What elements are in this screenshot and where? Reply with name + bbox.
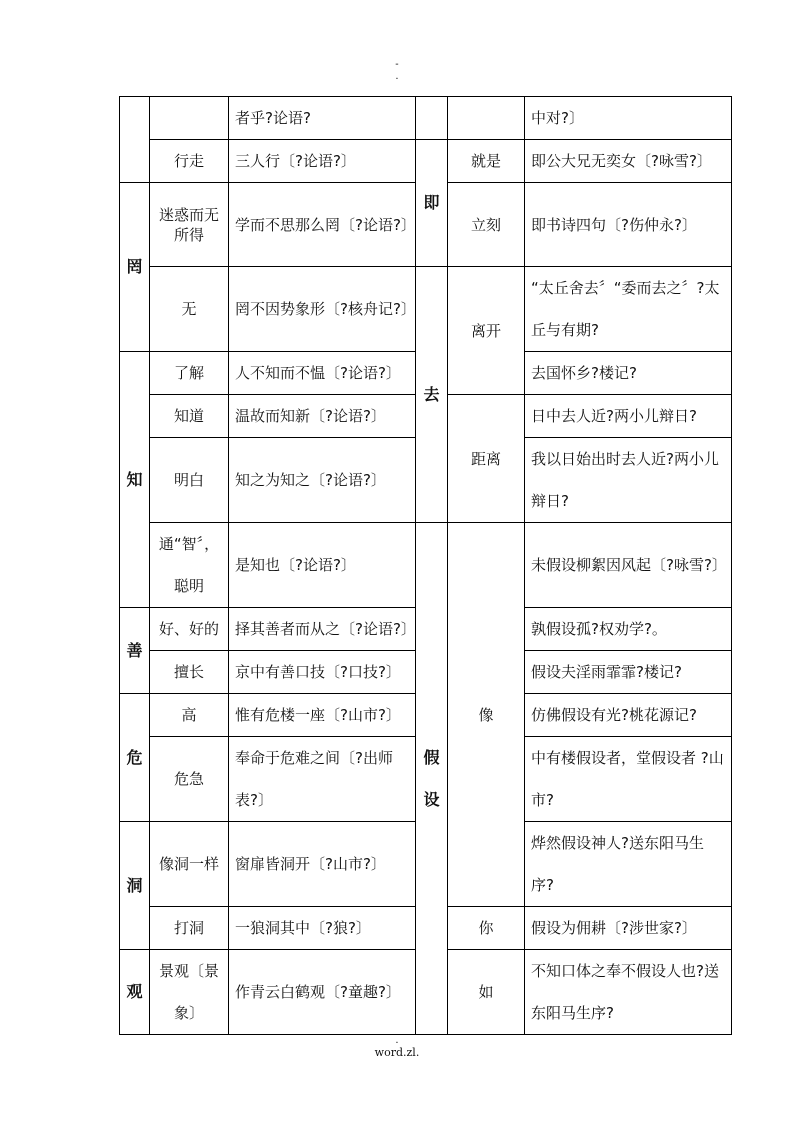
meaning-cell: 了解: [150, 352, 229, 395]
example-cell: 学而不思那么罔〔?论语?〕: [229, 183, 416, 267]
example-cell: 一狼洞其中〔?狼?〕: [229, 907, 416, 950]
char-cell-guan: 观: [120, 950, 150, 1035]
example-cell: 是知也〔?论语?〕: [229, 523, 416, 608]
example-cell: 中对?〕: [525, 97, 732, 140]
meaning-cell: 高: [150, 694, 229, 737]
page-marker-top: -: [395, 59, 399, 70]
example-cell: 即书诗四句〔?伤仲永?〕: [525, 183, 732, 267]
meaning-cell: [448, 97, 525, 140]
example-cell: 日中去人近?两小儿辩日?: [525, 395, 732, 438]
char-cell-zhi: 知: [120, 352, 150, 608]
example-cell: 人不知而不愠〔?论语?〕: [229, 352, 416, 395]
meaning-cell: 无: [150, 267, 229, 352]
meaning-cell: 通“智〞，聪明: [150, 523, 229, 608]
example-cell: 知之为知之〔?论语?〕: [229, 438, 416, 523]
meaning-cell: 景观〔景象〕: [150, 950, 229, 1035]
meaning-cell: 迷惑而无所得: [150, 183, 229, 267]
example-cell: 我以日始出时去人近?两小儿辩日?: [525, 438, 732, 523]
char-cell-ji: 即: [416, 140, 448, 267]
char-cell-qu: 去: [416, 267, 448, 523]
char-cell-continued: [416, 97, 448, 140]
meaning-cell: 明白: [150, 438, 229, 523]
example-cell: 假设为佣耕〔?涉世家?〕: [525, 907, 732, 950]
meaning-cell: 就是: [448, 140, 525, 183]
char-cell-continued: [120, 97, 150, 183]
char-cell-shan: 善: [120, 608, 150, 694]
example-cell: 不知口体之奉不假设人也?送东阳马生序?: [525, 950, 732, 1035]
example-cell: 去国怀乡?楼记?: [525, 352, 732, 395]
meaning-cell: 立刻: [448, 183, 525, 267]
example-cell: 未假设柳絮因风起〔?咏雪?〕: [525, 523, 732, 608]
example-cell: 三人行〔?论语?〕: [229, 140, 416, 183]
example-cell: 者乎?论语?: [229, 97, 416, 140]
page-marker-top-dot: .: [395, 71, 399, 82]
example-cell: 孰假设孤?权劝学?。: [525, 608, 732, 651]
meaning-cell: 离开: [448, 267, 525, 395]
meaning-cell: 如: [448, 950, 525, 1035]
example-cell: 奉命于危难之间〔?出师表?〕: [229, 737, 416, 822]
example-cell: 假设夫淫雨霏霏?楼记?: [525, 651, 732, 694]
example-cell: 惟有危楼一座〔?山市?〕: [229, 694, 416, 737]
example-cell: “太丘舍去〞“委而去之〞?太丘与有期?: [525, 267, 732, 352]
meaning-cell: 危急: [150, 737, 229, 822]
meaning-cell: 你: [448, 907, 525, 950]
example-cell: 择其善者而从之〔?论语?〕: [229, 608, 416, 651]
example-cell: 窗扉皆洞开〔?山市?〕: [229, 822, 416, 907]
example-cell: 温故而知新〔?论语?〕: [229, 395, 416, 438]
char-cell-wei: 危: [120, 694, 150, 822]
meaning-cell: 打洞: [150, 907, 229, 950]
example-cell: 中有楼假设者，堂假设者 ?山市?: [525, 737, 732, 822]
page-footer: word.zl.: [374, 1046, 420, 1059]
example-cell: 烨然假设神人?送东阳马生序?: [525, 822, 732, 907]
example-cell: 罔不因势象形〔?核舟记?〕: [229, 267, 416, 352]
meaning-cell: 知道: [150, 395, 229, 438]
vocabulary-table: [119, 96, 732, 1035]
char-cell-dong: 洞: [120, 822, 150, 950]
meaning-cell: 好、好的: [150, 608, 229, 651]
meaning-cell: 像: [448, 523, 525, 907]
char-cell-jiashe: 假设: [416, 523, 448, 1035]
meaning-cell: 距离: [448, 395, 525, 523]
example-cell: 作青云白鹤观〔?童趣?〕: [229, 950, 416, 1035]
meaning-cell: 像洞一样: [150, 822, 229, 907]
char-cell-wang: 罔: [120, 183, 150, 352]
meaning-cell: 行走: [150, 140, 229, 183]
example-cell: 京中有善口技〔?口技?〕: [229, 651, 416, 694]
meaning-cell: 擅长: [150, 651, 229, 694]
example-cell: 即公大兄无奕女〔?咏雪?〕: [525, 140, 732, 183]
page-marker-bottom: .: [395, 1035, 399, 1046]
example-cell: 仿佛假设有光?桃花源记?: [525, 694, 732, 737]
meaning-cell: [150, 97, 229, 140]
